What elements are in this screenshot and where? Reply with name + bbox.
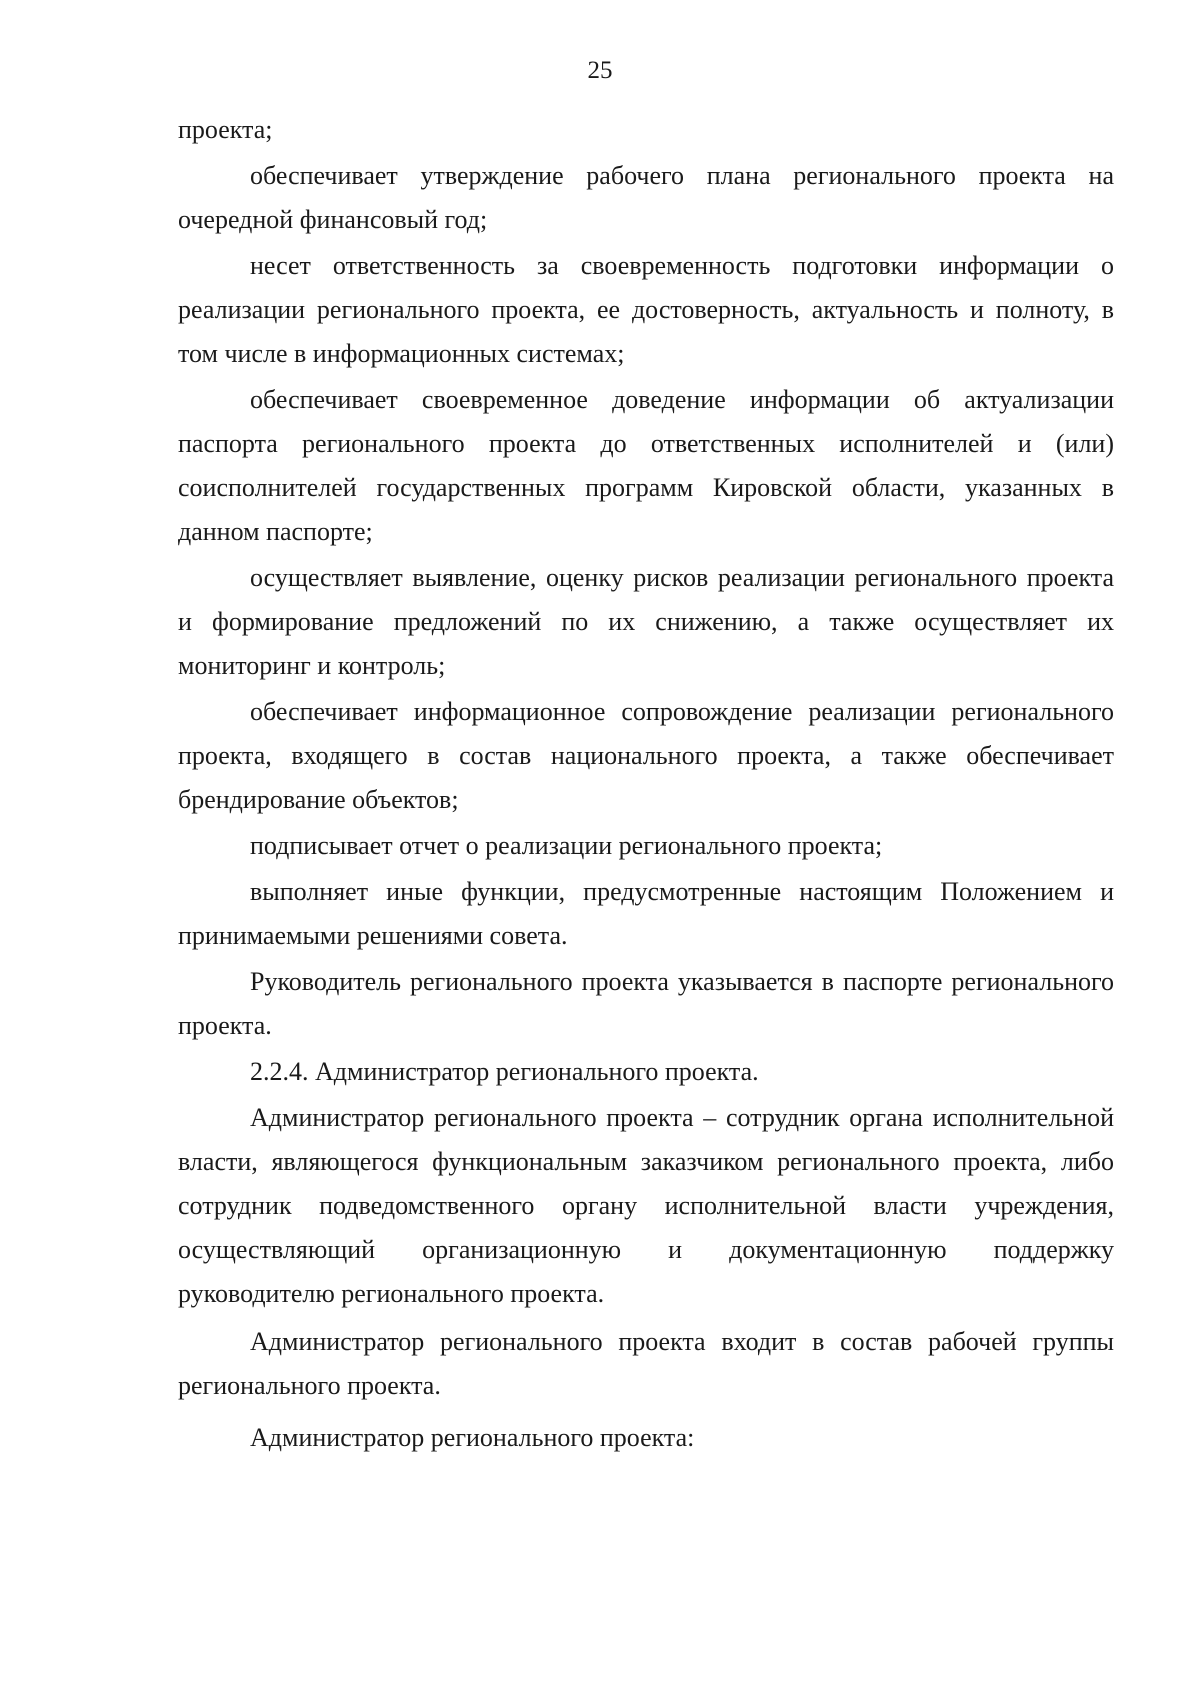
- document-body: [178, 108, 1114, 1460]
- paragraph-risk-assessment: осуществляет выявление, оценку рисков реализации регионального проекта и формирование предложений по их снижению, а также осуществляет их мониторинг и контроль;: [178, 563, 1114, 680]
- page-number: 25: [587, 57, 613, 84]
- paragraph-passport-update: обеспечивает своевременное доведение информации об актуализации паспорта регионального проекта до ответственных исполнителей и (или) соисполнителей государственных программ Кировской области, указанных в данном паспорте;: [178, 385, 1114, 546]
- paragraph-information-support: обеспечивает информационное сопровождение реализации регионального проекта, входящего в состав национального проекта, а также обеспечивает брендирование объектов;: [178, 697, 1114, 814]
- section-heading-2-2-4: 2.2.4. Администратор регионального проекта.: [250, 1057, 759, 1086]
- paragraph-administrator-duties-intro: Администратор регионального проекта:: [250, 1423, 695, 1452]
- paragraph-responsibility-info: несет ответственность за своевременность подготовки информации о реализации регионального проекта, ее достоверность, актуальность и полноту, в том числе в информационных системах;: [178, 251, 1114, 368]
- paragraph-other-functions: выполняет иные функции, предусмотренные настоящим Положением и принимаемыми решениями совета.: [178, 877, 1114, 950]
- paragraph-administrator-working-group: Администратор регионального проекта входит в состав рабочей группы регионального проекта.: [178, 1327, 1114, 1400]
- paragraph-administrator-definition: Администратор регионального проекта – сотрудник органа исполнительной власти, являющегося функциональным заказчиком регионального проекта, либо сотрудник подведомственного органу исполнительной власти учреждения, осуществляющий организационную и документационную поддержку руководителю регионального проекта.: [178, 1103, 1114, 1308]
- paragraph-continuation: проекта;: [178, 115, 273, 144]
- paragraph-approve-work-plan: обеспечивает утверждение рабочего плана регионального проекта на очередной финансовый год;: [178, 161, 1114, 234]
- paragraph-head-in-passport: Руководитель регионального проекта указывается в паспорте регионального проекта.: [178, 967, 1114, 1040]
- paragraph-sign-report: подписывает отчет о реализации регионального проекта;: [250, 831, 883, 860]
